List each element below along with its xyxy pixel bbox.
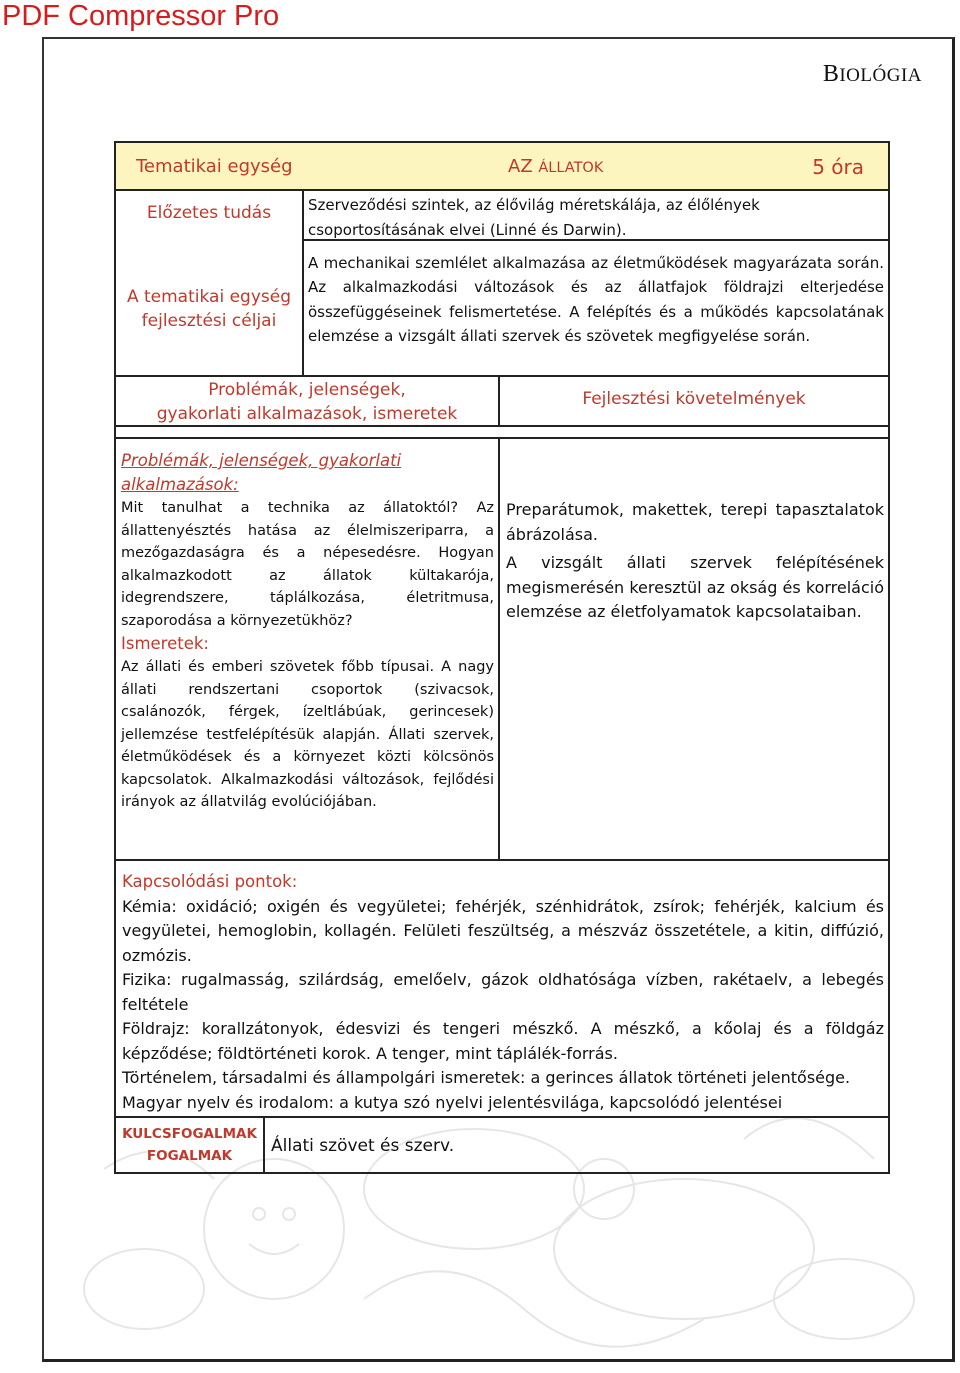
requirement-1: Preparátumok, makettek, terepi tapasztalatok ábrázolása. (506, 500, 884, 544)
knowledge-heading: Ismeretek: (121, 634, 209, 653)
watermark: PDF Compressor Pro (2, 0, 280, 32)
keywords-label: KULCSFOGALMAK FOGALMAK (114, 1118, 265, 1174)
problems-heading: Problémák, jelenségek, gyakorlati alkalmazások: (121, 451, 402, 494)
problems-text: Mit tanulhat a technika az állatoktól? Az állattenyésztés hatása az élelmiszeriparra, a mezőgazdaságra és a népesedésre. Hogyan alkalmazkodott az állatok kültakarója, idegrendszere, táplálkozása, életritmusa, szaporodása a környezetükhöz? (121, 500, 494, 629)
unit-title: AZ ÁLLATOK (508, 156, 604, 177)
links-heading: Kapcsolódási pontok: (122, 872, 298, 891)
goals-label: A tematikai egység fejlesztési céljai (114, 241, 302, 375)
knowledge-text: Az állati és emberi szövetek főbb típusai. A nagy állati rendszertani csoportok (szivacsok, csalánozók, férgek, ízeltlábúak, gerincesek) jellemzése testfelépítésük alapján. Állati szervek, életműködések és a környezet közti kölcsönös kapcsolatok. Alkalmazkodási változások, fejlődési irányok az állatvilág evolúciójában. (121, 659, 494, 810)
requirement-2: A vizsgált állati szervek felépítésének megismerésén keresztül az okság és korreláció elemzése az életfolyamatok kapcsolataiban. (506, 553, 884, 621)
links-line: Földrajz: korallzátonyok, édesvizi és tengeri mészkő. A mészkő, a kőolaj és a földgáz képződése; földtörténeti korok. A tenger, mint táplálék-forrás. (122, 1019, 884, 1063)
goals-text: A mechanikai szemlélet alkalmazása az életműködések magyarázata során. Az alkalmazkodási változások és az állatfajok földrajzi elterjedése összefüggéseinek felismertetése. A felépítés és a működés kapcsolatának elemzése a vizsgált állati szervek és szövetek megfigyelése során. (302, 241, 890, 375)
column-left-header: Problémák, jelenségek, gyakorlati alkalmazások, ismeretek (114, 375, 500, 427)
links-line: Fizika: rugalmasság, szilárdság, emelőelv, gázok oldhatósága vízben, rakétaelv, a lebegés feltétele (122, 970, 884, 1014)
table-header (114, 141, 890, 191)
prior-text: Szerveződési szintek, az élővilág méretskálája, az élőlények csoportosításának elvei (Linné és Darwin). (302, 191, 890, 241)
links-line: Magyar nyelv és irodalom: a kutya szó nyelvi jelentésvilága, kapcsolódó jelentései (122, 1092, 783, 1112)
column-right-header: Fejlesztési követelmények (500, 375, 890, 427)
unit-hours: 5 óra (812, 155, 864, 179)
right-content (500, 437, 890, 861)
links-line: Kémia: oxidáció; oxigén és vegyületei; fehérjék, szénhidrátok, zsírok; fehérjék, kalcium és vegyületei, hemoglobin, kollagén. Felületi feszültség, a mészváz összetétele, a kitin, diffúzió, ozmózis. (122, 896, 884, 965)
keywords-text: Állati szövet és szerv. (265, 1118, 890, 1174)
subject-title: BIOLÓGIA (822, 61, 922, 87)
links-section (114, 861, 890, 1118)
links-line: Történelem, társadalmi és állampolgári ismeretek: a gerinces állatok történeti jelentősége. (122, 1068, 851, 1087)
unit-label: Tematikai egység (136, 156, 293, 177)
left-content (114, 437, 500, 861)
row-gap (114, 427, 890, 437)
page (42, 37, 955, 1362)
prior-label: Előzetes tudás (114, 191, 302, 241)
